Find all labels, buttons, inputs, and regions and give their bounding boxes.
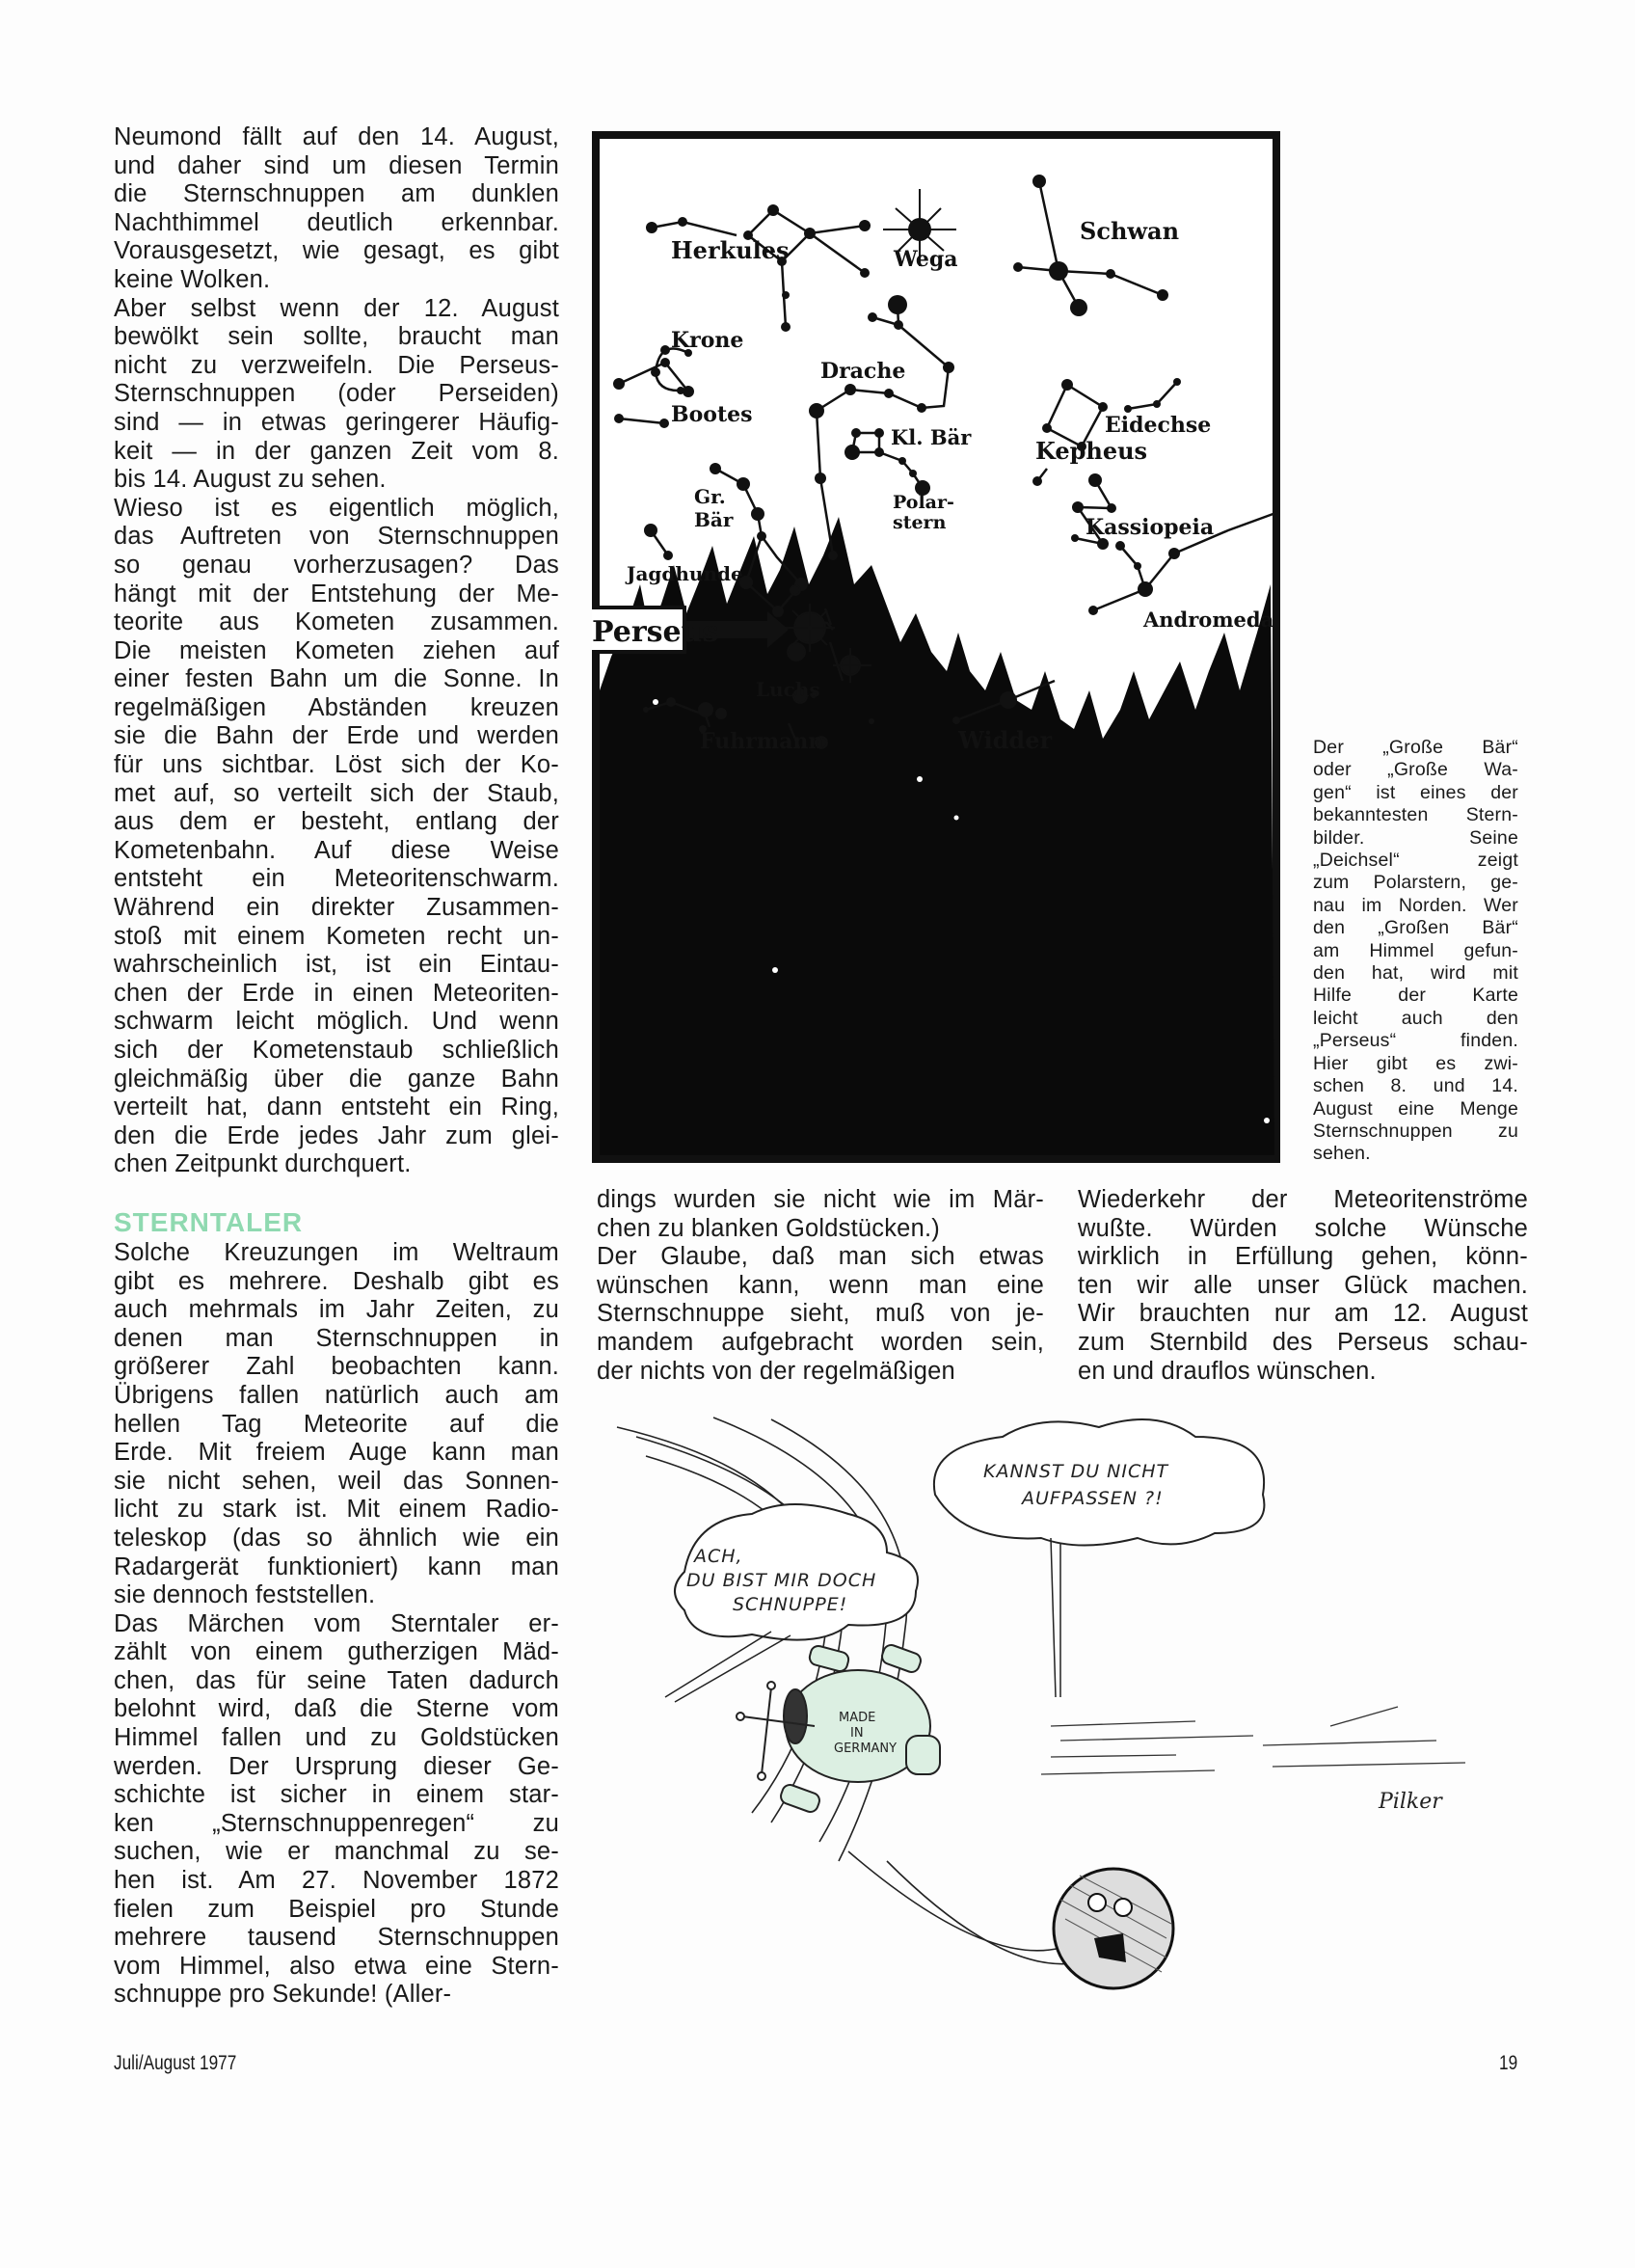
cartoon-illustration: [598, 1408, 1562, 2025]
text-line: Der „Große Bär“: [1313, 737, 1518, 758]
text-line: chen zu blanken Goldstücken.): [597, 1214, 940, 1242]
text-line: Hilfe der Karte: [1313, 985, 1518, 1007]
paragraph-wieso: [114, 495, 559, 1179]
bubble-top-line-1: KANNST DU NICHT: [983, 1461, 1169, 1482]
text-line: nicht zu verzweifeln. Die Perseus-: [114, 351, 559, 379]
text-line: das Auftreten von Sternschnuppen: [114, 523, 559, 551]
paragraph-glaube: [597, 1243, 1044, 1386]
text-line: chen Zeitpunkt durchquert.: [114, 1150, 412, 1178]
text-line: und daher sind um diesen Termin: [114, 151, 559, 179]
text-line: am Himmel gefun-: [1313, 939, 1518, 961]
text-line: regelmäßigen Abständen kreuzen: [114, 693, 559, 721]
paragraph-kreuzungen: [114, 1239, 559, 1610]
caption-text: [1313, 737, 1518, 1166]
text-line: hängt mit der Entstehung der Me-: [114, 580, 559, 608]
bubble-top-line-2: AUFPASSEN ?!: [1022, 1488, 1164, 1509]
text-line: gen“ ist eines der: [1313, 781, 1518, 803]
text-line: en und drauflos wünschen.: [1078, 1357, 1377, 1385]
label-kepheus: Kepheus: [1035, 437, 1148, 465]
text-line: ten wir alle unser Glück machen.: [1078, 1271, 1528, 1299]
paragraph-maerchen: [114, 1610, 559, 2010]
text-line: suchen, wie er manchmal zu se-: [114, 1838, 559, 1866]
text-line: teleskop (das so ähnlich wie ein: [114, 1524, 559, 1552]
text-line: verteilt hat, dann entsteht ein Ring,: [114, 1094, 559, 1121]
text-line: Der Glaube, daß man sich etwas: [597, 1243, 1044, 1271]
text-line: Übrigens fallen natürlich auch am: [114, 1381, 559, 1409]
text-line: Wieso ist es eigentlich möglich,: [114, 494, 559, 522]
text-line: schwarm leicht möglich. Und wenn: [114, 1008, 559, 1036]
text-line: wahrscheinlich ist, ist ein Eintau-: [114, 951, 559, 979]
label-eidechse: Eidechse: [1105, 413, 1212, 438]
text-line: sehen.: [1313, 1143, 1371, 1165]
text-line: hellen Tag Meteorite auf die: [114, 1410, 559, 1438]
label-drache: Drache: [820, 359, 906, 384]
text-line: für uns sichtbar. Löst sich der Ko-: [114, 751, 559, 779]
text-line: „Deichsel“ zeigt: [1313, 850, 1518, 872]
label-kassiopeia: Kassiopeia: [1086, 515, 1215, 540]
text-line: mandem aufgebracht worden sein,: [597, 1328, 1044, 1356]
label-schwan: Schwan: [1080, 217, 1180, 245]
text-line: Neumond fällt auf den 14. August,: [114, 123, 559, 150]
text-line: zum Sternbild des Perseus schau-: [1078, 1328, 1528, 1356]
text-line: Hier gibt es zwi-: [1313, 1052, 1518, 1074]
text-line: Radargerät funktioniert) kann man: [114, 1552, 559, 1580]
text-line: sich der Kometenstaub schließlich: [114, 1037, 559, 1064]
chart-caption: [1313, 737, 1518, 1166]
artist-signature: Pilker: [1379, 1790, 1442, 1814]
text-line: schnuppe pro Sekunde! (Aller-: [114, 1981, 452, 2009]
text-line: Sternschnuppen zu: [1313, 1120, 1518, 1142]
text-line: „Perseus“ finden.: [1313, 1030, 1518, 1052]
text-line: Aber selbst wenn der 12. August: [114, 294, 559, 322]
text-line: mehrere tausend Sternschnuppen: [114, 1924, 559, 1952]
text-line: bis 14. August zu sehen.: [114, 466, 387, 494]
satellite-label-1: MADE: [839, 1711, 876, 1725]
text-line: Während ein direkter Zusammen-: [114, 894, 559, 922]
star-chart-illustration: [592, 131, 1282, 1163]
text-line: Erde. Mit freiem Auge kann man: [114, 1439, 559, 1467]
text-line: der nichts von der regelmäßigen: [597, 1357, 955, 1385]
text-line: wußte. Würden solche Wünsche: [1078, 1214, 1528, 1242]
left-column: [114, 123, 559, 2010]
text-line: bilder. Seine: [1313, 826, 1518, 849]
text-line: teorite aus Kometen zusammen.: [114, 608, 559, 636]
text-line: stoß mit einem Kometen recht un-: [114, 922, 559, 950]
text-line: bewölkt sein sollte, braucht man: [114, 323, 559, 351]
label-andromeda: Andromeda: [1143, 608, 1274, 632]
text-line: licht zu stark ist. Mit einem Radio-: [114, 1496, 559, 1524]
text-line: Wir brauchten nur am 12. August: [1078, 1300, 1528, 1328]
issue-date: Juli/August 1977: [114, 2052, 237, 2074]
label-kl-baer: Kl. Bär: [891, 425, 972, 449]
label-krone: Krone: [671, 328, 744, 353]
text-line: Kometenbahn. Auf diese Weise: [114, 836, 559, 864]
text-line: Sternschnuppe sieht, muß von je-: [597, 1300, 1044, 1328]
text-line: Nachthimmel deutlich erkennbar.: [114, 208, 559, 236]
satellite-label-2: IN: [850, 1726, 864, 1741]
text-line: keit — in der ganzen Zeit vom 8.: [114, 437, 559, 465]
label-gr-baer-2: Bär: [694, 508, 734, 531]
paragraph-allerdings: [597, 1186, 1044, 1243]
text-line: so genau vorherzusagen? Das: [114, 551, 559, 579]
text-line: zählt von einem gutherzigen Mäd-: [114, 1638, 559, 1666]
text-line: met auf, so verteilt sich der Staub,: [114, 779, 559, 807]
text-line: sie nicht sehen, weil das Sonnen-: [114, 1467, 559, 1495]
text-line: Wiederkehr der Meteoritenströme: [1078, 1186, 1528, 1213]
bubble-bottom-line-2: DU BIST MIR DOCH: [686, 1570, 877, 1591]
text-line: bekanntesten Stern-: [1313, 804, 1518, 826]
text-line: Himmel fallen und zu Goldstücken: [114, 1724, 559, 1752]
label-widder: Widder: [958, 726, 1053, 754]
text-line: Vorausgesetzt, wie gesagt, es gibt: [114, 237, 559, 265]
text-line: oder „Große Wa-: [1313, 759, 1518, 781]
page-number: 19: [1499, 2052, 1518, 2074]
text-line: den „Großen Bär“: [1313, 917, 1518, 939]
text-line: den die Erde jedes Jahr zum glei-: [114, 1121, 559, 1149]
label-herkules: Herkules: [671, 236, 790, 264]
text-line: gibt es mehrere. Deshalb gibt es: [114, 1267, 559, 1295]
text-line: den hat, wird mit: [1313, 962, 1518, 985]
text-line: sind — in etwas geringerer Häufig-: [114, 408, 559, 436]
text-line: wünschen kann, wenn man eine: [597, 1271, 1044, 1299]
text-line: entsteht ein Meteoritenschwarm.: [114, 865, 559, 893]
text-line: Die meisten Kometen ziehen auf: [114, 636, 559, 664]
text-line: Solche Kreuzungen im Weltraum: [114, 1238, 559, 1266]
right-column: [1078, 1186, 1528, 1386]
text-line: schichte ist sicher in einem star-: [114, 1781, 559, 1809]
text-line: keine Wolken.: [114, 265, 271, 293]
label-luchs: Luchs: [756, 678, 820, 701]
text-line: belohnt wird, daß die Sterne vom: [114, 1695, 559, 1723]
paragraph-bewoelkt: [114, 295, 559, 495]
text-line: auch mehrmals im Jahr Zeiten, zu: [114, 1296, 559, 1324]
paragraph-wiederkehr: [1078, 1186, 1528, 1386]
bubble-bottom-line-1: ACH,: [694, 1546, 743, 1567]
paragraph-neumond: [114, 123, 559, 295]
text-line: zum Polarstern, ge-: [1313, 872, 1518, 894]
text-line: die Sternschnuppen am dunklen: [114, 180, 559, 208]
satellite-label-3: GERMANY: [834, 1742, 898, 1756]
text-line: Sternschnuppen (oder Perseiden): [114, 380, 559, 408]
text-line: Das Märchen vom Sterntaler er-: [114, 1609, 559, 1637]
text-line: hen ist. Am 27. November 1872: [114, 1867, 559, 1895]
text-line: sie dennoch feststellen.: [114, 1581, 376, 1609]
satellite-icon: [737, 1643, 940, 1814]
label-gr-baer-1: Gr.: [694, 485, 726, 508]
text-line: sie die Bahn der Erde und werden: [114, 722, 559, 750]
text-line: fielen zum Beispiel pro Stunde: [114, 1895, 559, 1923]
text-line: leicht auch den: [1313, 1007, 1518, 1029]
text-line: gleichmäßig über die ganze Bahn: [114, 1065, 559, 1093]
label-jagdhunde: Jagdhunde: [627, 562, 743, 585]
label-polarstern-2: stern: [893, 512, 947, 533]
middle-column: [597, 1186, 1044, 1386]
text-line: dings wurden sie nicht wie im Mär-: [597, 1186, 1044, 1213]
label-bootes: Bootes: [671, 402, 753, 427]
bubble-bottom-line-3: SCHNUPPE!: [733, 1594, 848, 1615]
text-line: größerer Zahl beobachten kann.: [114, 1353, 559, 1381]
text-line: nau im Norden. Wer: [1313, 894, 1518, 916]
text-line: schen 8. und 14.: [1313, 1075, 1518, 1097]
text-line: vom Himmel, also etwa eine Stern-: [114, 1952, 559, 1980]
text-line: werden. Der Ursprung dieser Ge-: [114, 1752, 559, 1780]
section-heading-sterntaler: STERNTALER: [114, 1206, 304, 1237]
text-line: aus dem er besteht, entlang der: [114, 808, 559, 836]
text-line: wirklich in Erfüllung gehen, könn-: [1078, 1243, 1528, 1271]
text-line: August eine Menge: [1313, 1097, 1518, 1120]
speech-bubble-top: [934, 1419, 1265, 1697]
label-wega: Wega: [894, 247, 958, 272]
text-line: einer festen Bahn um die Sonne. In: [114, 665, 559, 693]
text-line: denen man Sternschnuppen in: [114, 1324, 559, 1352]
speed-lines: [1041, 1707, 1465, 1774]
label-fuhrmann: Fuhrmann: [700, 729, 824, 754]
text-line: chen der Erde in einen Meteoriten-: [114, 979, 559, 1007]
label-polarstern-1: Polar-: [893, 492, 954, 513]
text-line: chen, das für seine Taten dadurch: [114, 1666, 559, 1694]
meteorite-character-icon: [1054, 1869, 1173, 1988]
text-line: ken „Sternschnuppenregen“ zu: [114, 1809, 559, 1837]
label-perseus: Perseus: [592, 615, 719, 649]
